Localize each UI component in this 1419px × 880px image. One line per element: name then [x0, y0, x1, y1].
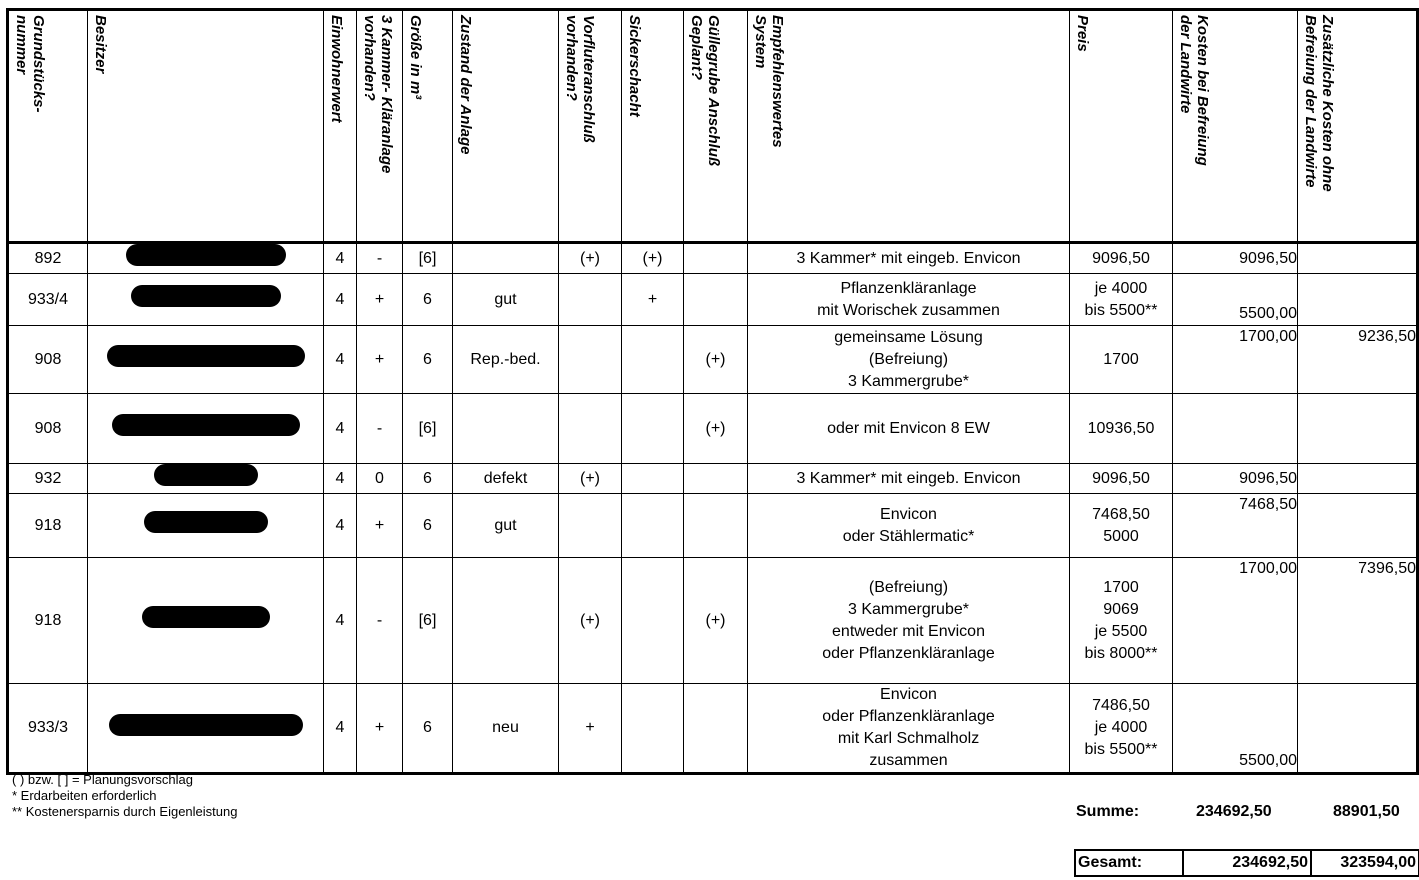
einwohnerwert: 4	[324, 326, 357, 394]
header-cell: 3 Kammer- Kläranlage vorhanden?	[357, 10, 403, 243]
sickerschacht	[622, 494, 684, 558]
system-line: zusammen	[869, 752, 948, 769]
kosten-befreiung	[1173, 394, 1298, 464]
guellegrube	[684, 274, 748, 326]
zusaetzliche-kosten	[1298, 684, 1418, 774]
preis-line: je 4000	[1094, 279, 1148, 297]
vorfluter: (+)	[559, 558, 622, 684]
kosten-befreiung: 5500,00	[1173, 684, 1298, 774]
zustand	[453, 243, 559, 274]
guellegrube: (+)	[684, 394, 748, 464]
table-row	[8, 394, 1418, 464]
header-cell: Güllegrube Anschluß Geplant?	[684, 10, 748, 243]
preis-line: 9069	[1103, 600, 1139, 618]
preis-line: 1700	[1103, 350, 1139, 368]
redaction-bar	[131, 285, 281, 307]
table-row	[8, 558, 1418, 684]
kosten-befreiung: 1700,00	[1173, 558, 1298, 684]
header-cell: Größe in m³	[403, 10, 453, 243]
einwohnerwert: 4	[324, 684, 357, 774]
zustand: neu	[453, 684, 559, 774]
kosten-befreiung: 1700,00	[1173, 326, 1298, 394]
besitzer-redacted	[88, 394, 324, 464]
system-line: 3 Kammer* mit eingeb. Envicon	[796, 249, 1021, 267]
kosten-befreiung: 5500,00	[1173, 274, 1298, 326]
summe-kosten: 234692,50	[1196, 803, 1272, 820]
header-cell: Vorfluteranschluß vorhanden?	[559, 10, 622, 243]
zusaetzliche-kosten	[1298, 494, 1418, 558]
sickerschacht: (+)	[622, 243, 684, 274]
redaction-bar	[109, 714, 303, 736]
header-cell: Empfehlenswertes System	[748, 10, 1070, 243]
kammer-vorhanden: -	[357, 243, 403, 274]
einwohnerwert: 4	[324, 274, 357, 326]
grundstuecksnummer: 892	[8, 243, 88, 274]
preis-line: bis 8000**	[1084, 644, 1158, 662]
grundstuecksnummer: 908	[8, 326, 88, 394]
besitzer-redacted	[88, 558, 324, 684]
system-line: oder Pflanzenkläranlage	[822, 644, 995, 662]
sickerschacht	[622, 684, 684, 774]
preis-line: 7468,50	[1092, 505, 1150, 523]
system	[748, 243, 1070, 274]
system-line: Envicon	[880, 686, 937, 703]
header-cell: Sickerschacht	[622, 10, 684, 243]
preis	[1070, 494, 1173, 558]
grundstuecksnummer: 933/3	[8, 684, 88, 774]
vorfluter: (+)	[559, 243, 622, 274]
kammer-vorhanden: +	[357, 326, 403, 394]
einwohnerwert: 4	[324, 558, 357, 684]
system-line: mit Worischek zusammen	[817, 301, 1000, 319]
footnote: ( ) bzw. [ ] = Planungsvorschlag	[12, 772, 194, 787]
preis	[1070, 326, 1173, 394]
einwohnerwert: 4	[324, 394, 357, 464]
guellegrube	[684, 243, 748, 274]
redaction-bar	[126, 244, 286, 266]
grundstuecksnummer: 933/4	[8, 274, 88, 326]
system-line: oder Stählermatic*	[842, 527, 975, 545]
groesse: 6	[403, 494, 453, 558]
system-line: oder mit Envicon 8 EW	[827, 419, 990, 437]
header-row	[8, 10, 1418, 243]
groesse: 6	[403, 684, 453, 774]
header-cell: Preis	[1070, 10, 1173, 243]
sickerschacht	[622, 464, 684, 494]
guellegrube	[684, 494, 748, 558]
sickerschacht	[622, 558, 684, 684]
system	[748, 326, 1070, 394]
header-cell: Grundstücks- nummer	[8, 10, 88, 243]
einwohnerwert: 4	[324, 494, 357, 558]
vorfluter	[559, 494, 622, 558]
preis	[1070, 684, 1173, 774]
preis-line: bis 5500**	[1084, 301, 1158, 319]
summe-label: Summe:	[1076, 803, 1140, 820]
grundstuecksnummer: 932	[8, 464, 88, 494]
system-line: entweder mit Envicon	[832, 622, 985, 640]
table-row	[8, 464, 1418, 494]
guellegrube	[684, 464, 748, 494]
sickerschacht: +	[622, 274, 684, 326]
groesse: 6	[403, 464, 453, 494]
einwohnerwert: 4	[324, 243, 357, 274]
besitzer-redacted	[88, 326, 324, 394]
kammer-vorhanden: 0	[357, 464, 403, 494]
besitzer-redacted	[88, 684, 324, 774]
vorfluter: +	[559, 684, 622, 774]
preis-line: je 5500	[1094, 622, 1148, 640]
kammer-vorhanden: +	[357, 494, 403, 558]
groesse: 6	[403, 274, 453, 326]
table-row	[8, 494, 1418, 558]
preis-line: 1700	[1103, 578, 1139, 596]
system-line: (Befreiung)	[868, 350, 949, 368]
system-line: Pflanzenkläranlage	[840, 279, 977, 297]
guellegrube: (+)	[684, 326, 748, 394]
preis-line: 10936,50	[1087, 419, 1155, 437]
preis	[1070, 464, 1173, 494]
cost-table	[6, 8, 1419, 775]
footnote: ** Kostenersparnis durch Eigenleistung	[12, 804, 238, 819]
table-row	[8, 684, 1418, 774]
system	[748, 684, 1070, 774]
sickerschacht	[622, 326, 684, 394]
system	[748, 558, 1070, 684]
footnote: * Erdarbeiten erforderlich	[12, 788, 157, 803]
kammer-vorhanden: -	[357, 558, 403, 684]
sickerschacht	[622, 394, 684, 464]
header-cell: Zusätzliche Kosten ohne Befreiung der Landwirte	[1298, 10, 1418, 243]
footnotes	[12, 772, 237, 820]
zusaetzliche-kosten	[1298, 243, 1418, 274]
groesse: [6]	[403, 558, 453, 684]
preis	[1070, 394, 1173, 464]
zusaetzliche-kosten: 9236,50	[1298, 326, 1418, 394]
kosten-befreiung: 9096,50	[1173, 464, 1298, 494]
redaction-bar	[144, 511, 268, 533]
grundstuecksnummer: 918	[8, 494, 88, 558]
system-line: gemeinsame Lösung	[834, 328, 983, 346]
system-line: oder Pflanzenkläranlage	[822, 708, 995, 725]
system-line: (Befreiung)	[868, 578, 949, 596]
table-body	[8, 243, 1418, 774]
header-cell: Besitzer	[88, 10, 324, 243]
zustand: gut	[453, 274, 559, 326]
groesse: 6	[403, 326, 453, 394]
table-row	[8, 243, 1418, 274]
preis	[1070, 243, 1173, 274]
header-cell: Zustand der Anlage	[453, 10, 559, 243]
system-line: Envicon	[880, 505, 937, 523]
groesse: [6]	[403, 243, 453, 274]
header-cell: Einwohnerwert	[324, 10, 357, 243]
zustand	[453, 558, 559, 684]
groesse: [6]	[403, 394, 453, 464]
zustand: gut	[453, 494, 559, 558]
besitzer-redacted	[88, 494, 324, 558]
redaction-bar	[154, 464, 258, 486]
kammer-vorhanden: +	[357, 684, 403, 774]
system	[748, 464, 1070, 494]
preis-line: je 4000	[1094, 719, 1148, 736]
zusaetzliche-kosten	[1298, 274, 1418, 326]
preis-line: 9096,50	[1092, 249, 1150, 267]
preis-line: 7486,50	[1092, 697, 1150, 714]
table-row	[8, 274, 1418, 326]
system-line: 3 Kammergrube*	[848, 372, 969, 390]
redaction-bar	[112, 414, 300, 436]
vorfluter	[559, 326, 622, 394]
kammer-vorhanden: +	[357, 274, 403, 326]
system	[748, 494, 1070, 558]
gesamt-label: Gesamt:	[1076, 851, 1184, 875]
grundstuecksnummer: 908	[8, 394, 88, 464]
kosten-befreiung: 7468,50	[1173, 494, 1298, 558]
vorfluter	[559, 394, 622, 464]
gesamt-box	[1074, 849, 1419, 877]
grundstuecksnummer: 918	[8, 558, 88, 684]
kosten-befreiung: 9096,50	[1173, 243, 1298, 274]
header-cell: Kosten bei Befreiung der Landwirte	[1173, 10, 1298, 243]
besitzer-redacted	[88, 243, 324, 274]
gesamt-kosten: 234692,50	[1184, 851, 1312, 875]
besitzer-redacted	[88, 274, 324, 326]
besitzer-redacted	[88, 464, 324, 494]
vorfluter: (+)	[559, 464, 622, 494]
preis	[1070, 558, 1173, 684]
zustand: Rep.-bed.	[453, 326, 559, 394]
preis	[1070, 274, 1173, 326]
zusaetzliche-kosten	[1298, 394, 1418, 464]
einwohnerwert: 4	[324, 464, 357, 494]
system-line: mit Karl Schmalholz	[837, 730, 980, 747]
summe-zusaetzlich: 88901,50	[1333, 803, 1400, 820]
guellegrube	[684, 684, 748, 774]
vorfluter	[559, 274, 622, 326]
table-row	[8, 326, 1418, 394]
preis-line: bis 5500**	[1084, 741, 1158, 758]
redaction-bar	[142, 606, 270, 628]
zusaetzliche-kosten	[1298, 464, 1418, 494]
guellegrube: (+)	[684, 558, 748, 684]
system	[748, 394, 1070, 464]
gesamt-zusaetzlich: 323594,00	[1340, 854, 1416, 871]
zustand: defekt	[453, 464, 559, 494]
kammer-vorhanden: -	[357, 394, 403, 464]
preis-line: 5000	[1103, 527, 1139, 545]
system-line: 3 Kammer* mit eingeb. Envicon	[796, 469, 1021, 487]
redaction-bar	[107, 345, 305, 367]
system	[748, 274, 1070, 326]
system-line: 3 Kammergrube*	[848, 600, 969, 618]
preis-line: 9096,50	[1092, 469, 1150, 487]
zustand	[453, 394, 559, 464]
zusaetzliche-kosten: 7396,50	[1298, 558, 1418, 684]
